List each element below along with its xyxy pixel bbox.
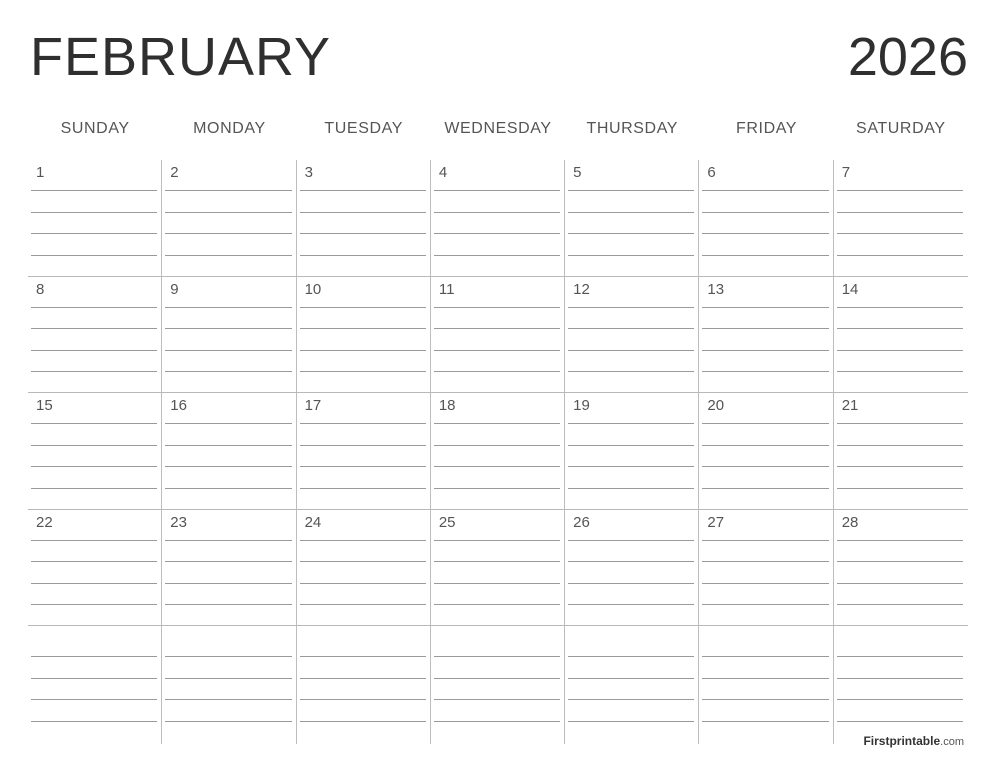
writing-line	[568, 604, 694, 605]
writing-line	[434, 540, 560, 541]
day-number: 9	[170, 280, 179, 298]
writing-line	[165, 583, 291, 584]
writing-line	[31, 656, 157, 657]
day-cell[interactable]	[565, 626, 699, 743]
writing-line	[300, 190, 426, 191]
day-number: 6	[707, 164, 716, 181]
day-number: 7	[841, 164, 851, 181]
writing-line	[702, 561, 828, 562]
brand-watermark	[863, 734, 964, 748]
writing-line	[165, 190, 291, 191]
writing-line	[434, 604, 560, 605]
writing-line	[837, 328, 963, 329]
writing-line	[300, 540, 426, 541]
writing-line	[434, 488, 560, 489]
writing-line	[434, 212, 560, 213]
writing-line	[31, 583, 157, 584]
writing-line	[568, 656, 694, 657]
day-number: 23	[170, 513, 187, 531]
writing-line	[300, 656, 426, 657]
writing-line	[31, 699, 157, 700]
day-number: 15	[36, 397, 53, 415]
writing-line	[837, 583, 963, 584]
writing-line	[300, 307, 426, 308]
writing-line	[31, 233, 157, 234]
writing-line	[165, 699, 291, 700]
writing-line	[568, 212, 694, 213]
writing-line	[702, 371, 828, 372]
writing-line	[702, 233, 828, 234]
day-number: 25	[438, 513, 456, 531]
writing-line	[434, 721, 560, 722]
writing-line	[165, 445, 291, 446]
writing-line	[300, 328, 426, 329]
writing-line	[434, 656, 560, 657]
writing-line	[702, 583, 828, 584]
weekday-monday: MONDAY	[193, 120, 266, 137]
day-number: 12	[573, 280, 590, 298]
writing-line	[568, 678, 694, 679]
writing-line	[434, 350, 560, 351]
writing-line	[702, 488, 828, 489]
weekday-sunday: SUNDAY	[60, 120, 130, 137]
writing-line	[300, 699, 426, 700]
day-cell[interactable]	[28, 626, 162, 743]
writing-line	[702, 350, 828, 351]
writing-line	[31, 328, 157, 329]
writing-line	[568, 699, 694, 700]
writing-line	[837, 678, 963, 679]
writing-line	[568, 540, 694, 541]
writing-line	[434, 466, 560, 467]
year-title: 2026	[847, 27, 968, 87]
day-cell[interactable]	[565, 393, 699, 510]
writing-line	[837, 255, 963, 256]
writing-line	[165, 371, 291, 372]
day-number: 17	[304, 397, 322, 415]
writing-line	[568, 561, 694, 562]
writing-line	[31, 371, 157, 372]
writing-line	[702, 212, 828, 213]
writing-line	[568, 307, 694, 308]
writing-line	[568, 371, 694, 372]
day-cell[interactable]	[28, 160, 162, 277]
writing-line	[165, 721, 291, 722]
day-cell[interactable]	[162, 160, 296, 277]
writing-line	[300, 255, 426, 256]
writing-line	[702, 604, 828, 605]
writing-line	[300, 466, 426, 467]
writing-line	[31, 561, 157, 562]
writing-line	[837, 488, 963, 489]
writing-line	[837, 561, 963, 562]
writing-line	[837, 699, 963, 700]
writing-line	[31, 255, 157, 256]
writing-line	[434, 233, 560, 234]
writing-line	[31, 678, 157, 679]
day-number: 19	[573, 397, 590, 415]
writing-line	[434, 678, 560, 679]
writing-line	[568, 488, 694, 489]
calendar-grid	[28, 160, 968, 744]
day-number: 20	[707, 397, 725, 415]
weekday-thursday: THURSDAY	[586, 120, 679, 137]
writing-line	[300, 212, 426, 213]
writing-line	[568, 583, 694, 584]
writing-line	[165, 328, 291, 329]
day-cell[interactable]	[431, 626, 565, 743]
writing-line	[31, 445, 157, 446]
day-number: 22	[36, 513, 53, 531]
writing-line	[31, 540, 157, 541]
day-cell[interactable]	[834, 393, 968, 510]
writing-line	[837, 371, 963, 372]
day-number: 3	[304, 164, 313, 181]
writing-line	[300, 583, 426, 584]
writing-line	[568, 445, 694, 446]
day-cell[interactable]	[28, 277, 162, 394]
writing-line	[165, 540, 291, 541]
day-cell[interactable]	[297, 277, 431, 394]
day-cell[interactable]	[162, 510, 296, 627]
writing-line	[837, 604, 963, 605]
day-number: 21	[841, 397, 859, 415]
writing-line	[434, 328, 560, 329]
writing-line	[702, 255, 828, 256]
writing-line	[702, 445, 828, 446]
writing-line	[837, 656, 963, 657]
writing-line	[31, 212, 157, 213]
day-number: 13	[707, 280, 725, 298]
writing-line	[568, 190, 694, 191]
writing-line	[31, 604, 157, 605]
writing-line	[165, 307, 291, 308]
day-cell[interactable]	[565, 160, 699, 277]
weekday-tuesday: TUESDAY	[324, 120, 403, 137]
writing-line	[300, 721, 426, 722]
day-cell[interactable]	[162, 393, 296, 510]
writing-line	[837, 445, 963, 446]
writing-line	[165, 212, 291, 213]
writing-line	[434, 423, 560, 424]
day-number: 8	[36, 280, 45, 298]
writing-line	[300, 423, 426, 424]
writing-line	[702, 656, 828, 657]
writing-line	[165, 233, 291, 234]
day-cell[interactable]	[834, 626, 968, 743]
writing-line	[702, 328, 828, 329]
writing-line	[837, 350, 963, 351]
writing-line	[300, 678, 426, 679]
brand-tld: .com	[940, 736, 964, 748]
writing-line	[300, 561, 426, 562]
writing-line	[31, 423, 157, 424]
day-cell[interactable]	[28, 393, 162, 510]
writing-line	[837, 190, 963, 191]
day-cell[interactable]	[162, 277, 296, 394]
day-number: 1	[36, 164, 45, 181]
weekday-header	[28, 120, 968, 138]
writing-line	[300, 233, 426, 234]
weekday-saturday: SATURDAY	[856, 120, 946, 137]
day-number: 10	[304, 280, 322, 298]
writing-line	[837, 540, 963, 541]
day-cell[interactable]	[699, 626, 833, 743]
writing-line	[165, 466, 291, 467]
writing-line	[837, 307, 963, 308]
writing-line	[837, 423, 963, 424]
writing-line	[837, 466, 963, 467]
weekday-wednesday: WEDNESDAY	[444, 120, 552, 137]
writing-line	[31, 466, 157, 467]
writing-line	[702, 190, 828, 191]
writing-line	[434, 583, 560, 584]
writing-line	[434, 307, 560, 308]
day-cell[interactable]	[699, 393, 833, 510]
writing-line	[434, 699, 560, 700]
writing-line	[568, 255, 694, 256]
writing-line	[165, 678, 291, 679]
day-cell[interactable]	[431, 510, 565, 627]
writing-line	[300, 445, 426, 446]
writing-line	[702, 466, 828, 467]
writing-line	[568, 466, 694, 467]
weekday-friday: FRIDAY	[736, 120, 798, 137]
day-cell[interactable]	[699, 510, 833, 627]
writing-line	[568, 423, 694, 424]
day-cell[interactable]	[565, 510, 699, 627]
day-cell[interactable]	[834, 510, 968, 627]
day-cell[interactable]	[431, 393, 565, 510]
writing-line	[165, 423, 291, 424]
writing-line	[568, 350, 694, 351]
day-cell[interactable]	[297, 160, 431, 277]
writing-line	[434, 371, 560, 372]
day-cell[interactable]	[565, 277, 699, 394]
writing-line	[300, 371, 426, 372]
writing-line	[702, 540, 828, 541]
writing-line	[434, 445, 560, 446]
day-cell[interactable]	[297, 510, 431, 627]
writing-line	[434, 190, 560, 191]
day-number: 14	[841, 280, 859, 298]
writing-line	[837, 212, 963, 213]
day-number: 18	[438, 397, 456, 415]
day-cell[interactable]	[834, 277, 968, 394]
day-number: 27	[707, 513, 725, 531]
writing-line	[568, 328, 694, 329]
writing-line	[31, 190, 157, 191]
day-number: 5	[573, 164, 582, 181]
writing-line	[702, 721, 828, 722]
day-cell[interactable]	[699, 277, 833, 394]
writing-line	[165, 488, 291, 489]
brand-name: Firstprintable	[863, 734, 941, 748]
writing-line	[702, 307, 828, 308]
month-title: FEBRUARY	[30, 27, 332, 87]
writing-line	[300, 350, 426, 351]
writing-line	[165, 604, 291, 605]
writing-line	[837, 721, 963, 722]
writing-line	[300, 604, 426, 605]
day-number: 26	[573, 513, 590, 531]
writing-line	[31, 721, 157, 722]
day-cell[interactable]	[162, 626, 296, 743]
day-cell[interactable]	[431, 160, 565, 277]
day-cell[interactable]	[834, 160, 968, 277]
day-cell[interactable]	[699, 160, 833, 277]
writing-line	[702, 699, 828, 700]
day-cell[interactable]	[431, 277, 565, 394]
day-cell[interactable]	[297, 626, 431, 743]
writing-line	[702, 423, 828, 424]
writing-line	[702, 678, 828, 679]
day-cell[interactable]	[297, 393, 431, 510]
writing-line	[165, 561, 291, 562]
writing-line	[165, 350, 291, 351]
writing-line	[31, 307, 157, 308]
writing-line	[568, 233, 694, 234]
day-number: 16	[170, 397, 187, 415]
writing-line	[31, 488, 157, 489]
day-number: 4	[438, 164, 448, 181]
day-number: 28	[841, 513, 859, 531]
writing-line	[434, 255, 560, 256]
writing-line	[434, 561, 560, 562]
day-number: 11	[438, 280, 455, 298]
day-number: 2	[170, 164, 179, 181]
writing-line	[165, 255, 291, 256]
day-number: 24	[304, 513, 322, 531]
writing-line	[165, 656, 291, 657]
writing-line	[300, 488, 426, 489]
day-cell[interactable]	[28, 510, 162, 627]
writing-line	[31, 350, 157, 351]
writing-line	[837, 233, 963, 234]
writing-line	[568, 721, 694, 722]
